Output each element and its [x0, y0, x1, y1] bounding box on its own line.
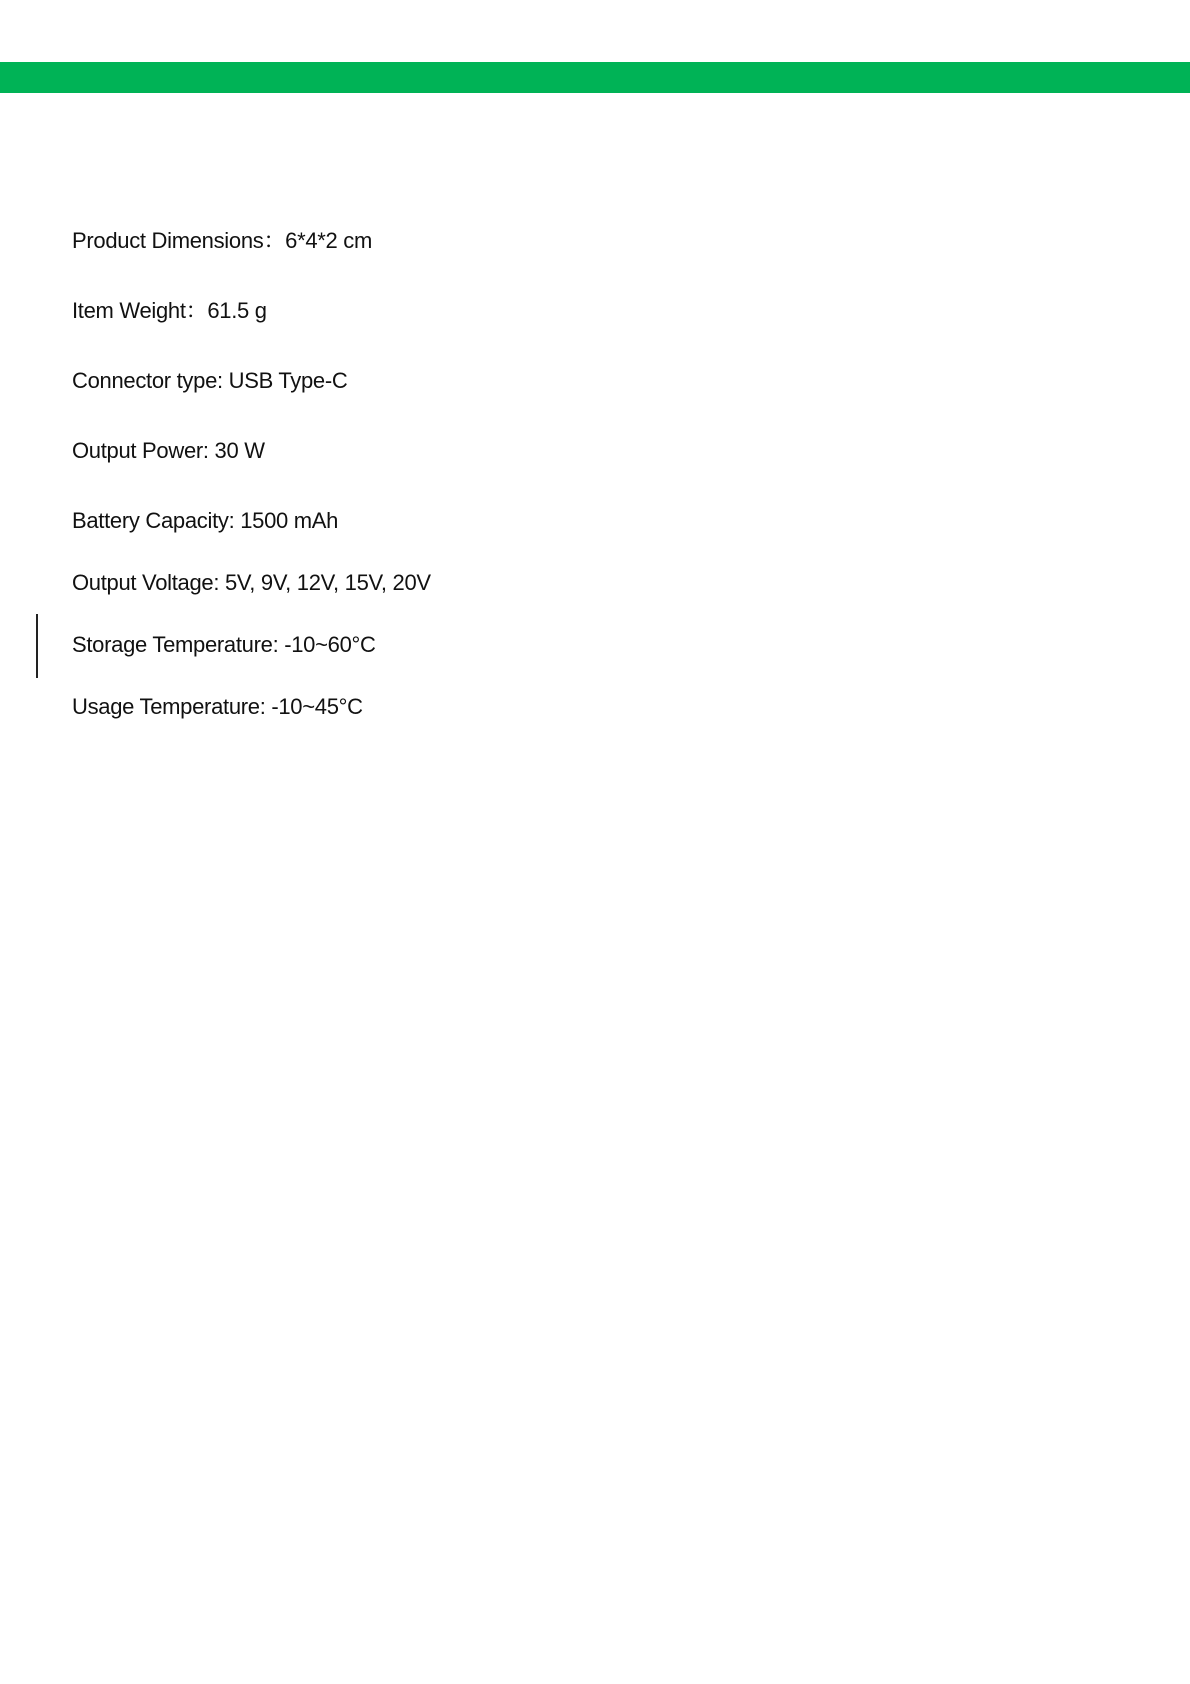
- spec-connector-type: Connector type: USB Type-C: [72, 368, 348, 393]
- accent-header-band: [0, 62, 1190, 93]
- spec-item-weight: Item Weight：61.5 g: [72, 298, 267, 323]
- spec-usage-temperature: Usage Temperature: -10~45°C: [72, 694, 363, 719]
- spec-product-dimensions: Product Dimensions：6*4*2 cm: [72, 228, 373, 253]
- margin-change-bar: [36, 614, 38, 678]
- spec-storage-temperature: Storage Temperature: -10~60°C: [72, 632, 376, 657]
- spec-battery-capacity: Battery Capacity: 1500 mAh: [72, 508, 339, 533]
- spec-output-voltage: Output Voltage: 5V, 9V, 12V, 15V, 20V: [72, 570, 431, 595]
- spec-output-power: Output Power: 30 W: [72, 438, 265, 463]
